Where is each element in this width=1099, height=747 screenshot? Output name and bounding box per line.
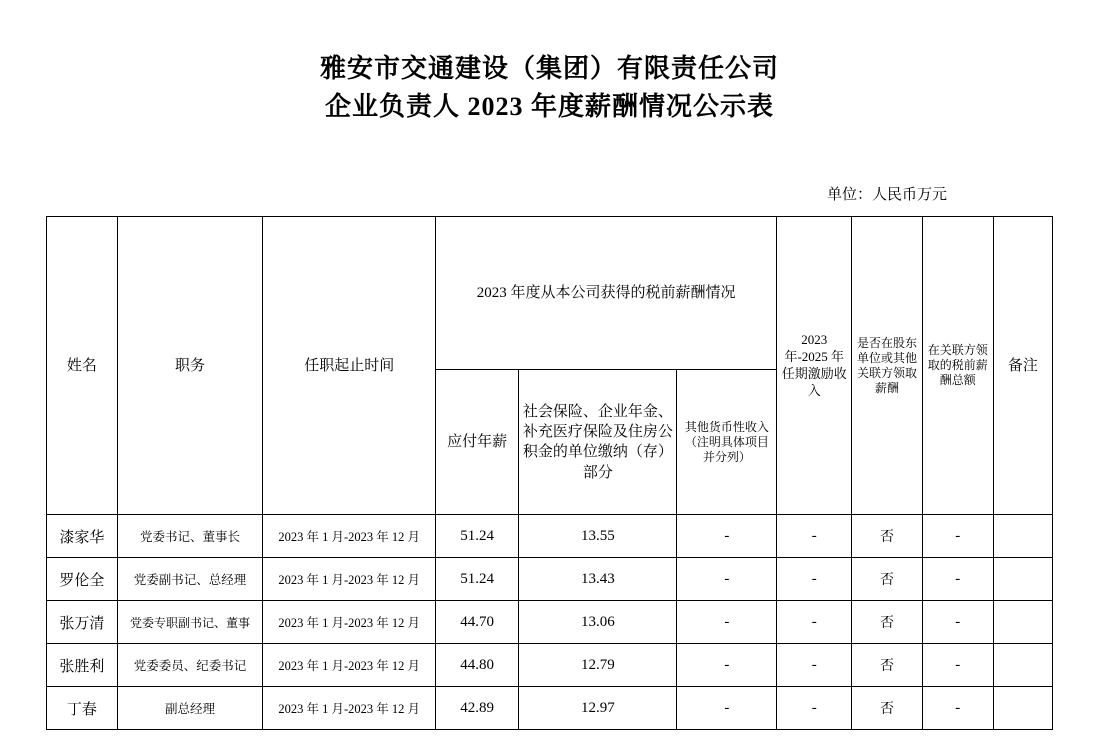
cell-incentive-income: - [777,644,852,687]
cell-name: 张胜利 [47,644,118,687]
cell-social-insurance: 12.79 [519,644,677,687]
table-row [47,687,1053,730]
salary-table-container [0,216,1099,730]
cell-incentive-income: - [777,687,852,730]
header-related-party-total: 在关联方领取的税前薪酬总额 [922,217,993,515]
header-remark: 备注 [993,217,1052,515]
cell-position: 党委委员、纪委书记 [117,644,263,687]
cell-remark [993,687,1052,730]
cell-shareholder-salary: 否 [852,601,923,644]
cell-tenure: 2023 年 1 月-2023 年 12 月 [263,601,436,644]
cell-incentive-income: - [777,601,852,644]
cell-incentive-income: - [777,558,852,601]
cell-other-monetary: - [677,558,777,601]
header-name: 姓名 [47,217,118,515]
header-tenure: 任职起止时间 [263,217,436,515]
salary-table [46,216,1053,730]
cell-related-party-total: - [922,644,993,687]
cell-related-party-total: - [922,515,993,558]
cell-name: 漆家华 [47,515,118,558]
header-incentive-income: 2023 年-2025 年任期激励收入 [777,217,852,515]
cell-other-monetary: - [677,644,777,687]
table-row [47,601,1053,644]
cell-shareholder-salary: 否 [852,687,923,730]
header-pretax-group: 2023 年度从本公司获得的税前薪酬情况 [436,217,777,370]
header-other-monetary: 其他货币性收入（注明具体项目并分列） [677,370,777,515]
page-title [0,0,1099,125]
cell-position: 党委书记、董事长 [117,515,263,558]
cell-position: 副总经理 [117,687,263,730]
cell-tenure: 2023 年 1 月-2023 年 12 月 [263,687,436,730]
cell-social-insurance: 13.55 [519,515,677,558]
cell-remark [993,644,1052,687]
cell-payable-salary: 51.24 [436,558,519,601]
cell-other-monetary: - [677,601,777,644]
cell-tenure: 2023 年 1 月-2023 年 12 月 [263,644,436,687]
cell-related-party-total: - [922,558,993,601]
cell-position: 党委专职副书记、董事 [117,601,263,644]
table-row [47,515,1053,558]
cell-social-insurance: 12.97 [519,687,677,730]
cell-shareholder-salary: 否 [852,558,923,601]
cell-payable-salary: 44.70 [436,601,519,644]
cell-name: 罗伦全 [47,558,118,601]
cell-incentive-income: - [777,515,852,558]
cell-related-party-total: - [922,687,993,730]
title-line-1: 雅安市交通建设（集团）有限责任公司 [319,54,779,83]
header-payable-salary: 应付年薪 [436,370,519,515]
cell-social-insurance: 13.06 [519,601,677,644]
cell-remark [993,558,1052,601]
header-shareholder-salary: 是否在股东单位或其他关联方领取薪酬 [852,217,923,515]
cell-remark [993,601,1052,644]
header-social-insurance: 社会保险、企业年金、补充医疗保险及住房公积金的单位缴纳（存）部分 [519,370,677,515]
header-position: 职务 [117,217,263,515]
cell-payable-salary: 51.24 [436,515,519,558]
cell-name: 丁春 [47,687,118,730]
cell-other-monetary: - [677,687,777,730]
cell-tenure: 2023 年 1 月-2023 年 12 月 [263,558,436,601]
cell-position: 党委副书记、总经理 [117,558,263,601]
cell-shareholder-salary: 否 [852,515,923,558]
unit-note: 单位：人民币万元 [826,187,947,204]
cell-payable-salary: 42.89 [436,687,519,730]
table-row [47,644,1053,687]
cell-social-insurance: 13.43 [519,558,677,601]
title-line-2: 企业负责人 2023 年度薪酬情况公示表 [324,91,774,121]
table-body [47,515,1053,730]
cell-tenure: 2023 年 1 月-2023 年 12 月 [263,515,436,558]
table-row [47,558,1053,601]
cell-payable-salary: 44.80 [436,644,519,687]
cell-remark [993,515,1052,558]
cell-shareholder-salary: 否 [852,644,923,687]
header-row-1 [47,217,1053,370]
cell-related-party-total: - [922,601,993,644]
cell-name: 张万清 [47,601,118,644]
table-header [47,217,1053,515]
cell-other-monetary: - [677,515,777,558]
